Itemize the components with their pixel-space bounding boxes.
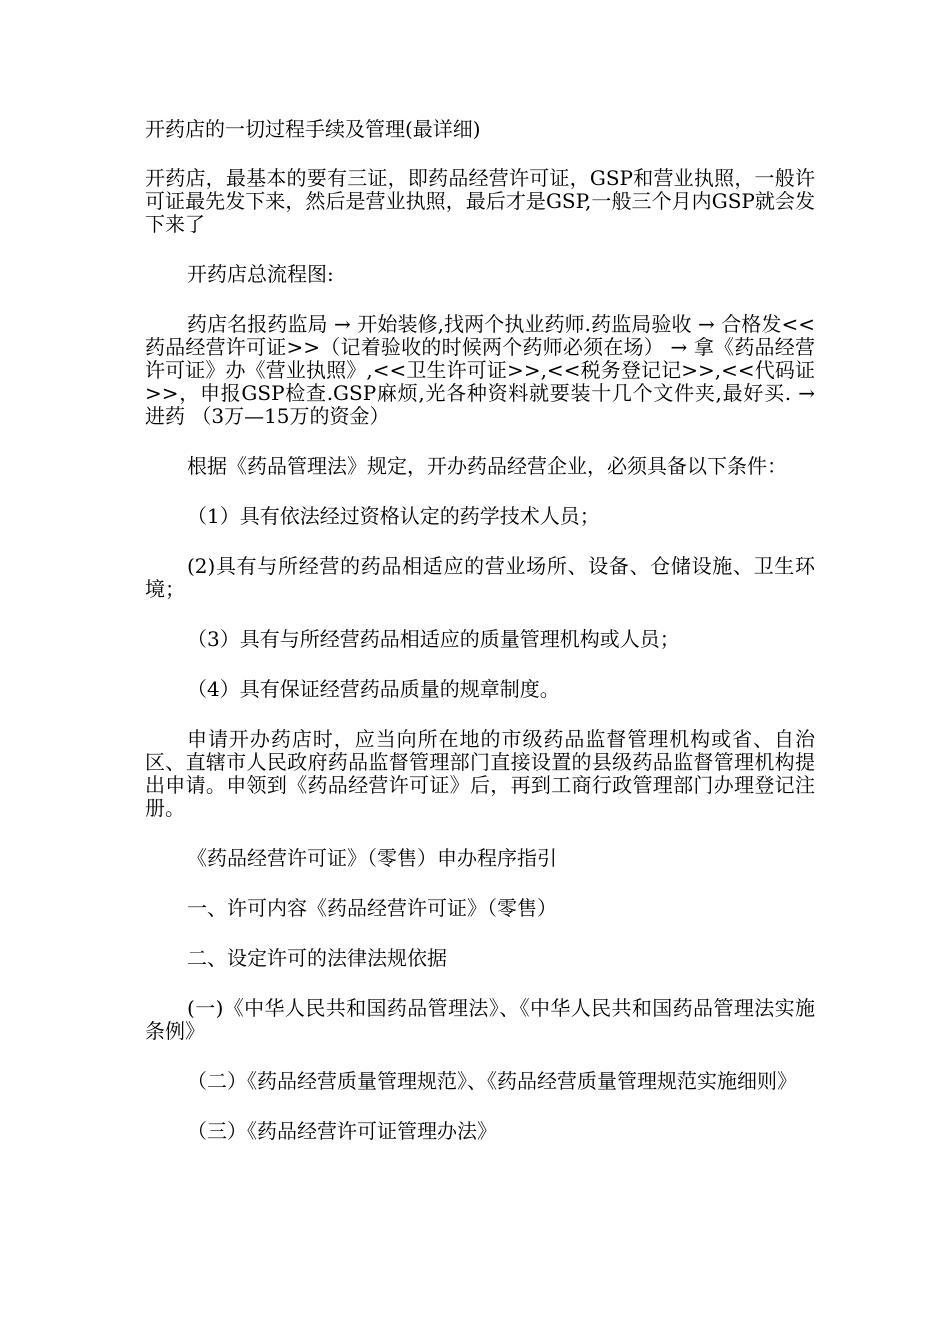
paragraph-condition-1: （1）具有依法经过资格认定的药学技术人员；: [187, 504, 600, 528]
paragraph-application: 申请开办药店时，应当向所在地的市级药品监督管理机构或省、自治区、直辖市人民政府药品监督管理部门直接设置的县级药品监督管理机构提出申请。申领到《药品经营许可证》后，再到工商行政管理部门办理登记注册。: [145, 727, 815, 820]
paragraph-condition-4: （4）具有保证经营药品质量的规章制度。: [187, 677, 560, 701]
document-body: [145, 118, 815, 1170]
document-title: 开药店的一切过程手续及管理(最详细): [145, 117, 481, 141]
paragraph-section-1: 一、许可内容《药品经营许可证》（零售）: [187, 896, 557, 920]
paragraph-section-2: 二、设定许可的法律法规依据: [187, 946, 447, 970]
paragraph-condition-2: (2)具有与所经营的药品相适应的营业场所、设备、仓储设施、卫生环境；: [145, 554, 815, 601]
paragraph-basis-2: （二）《药品经营质量管理规范》、《药品经营质量管理规范实施细则》: [187, 1069, 797, 1093]
paragraph-flowchart-heading: 开药店总流程图:: [187, 262, 334, 286]
paragraph-three-certificates: 开药店，最基本的要有三证，即药品经营许可证，GSP和营业执照，一般许可证最先发下来，然后是营业执照，最后才是GSP,一般三个月内GSP就会发下来了: [145, 166, 815, 236]
paragraph-basis-1: (一)《中华人民共和国药品管理法》、《中华人民共和国药品管理法实施条例》: [145, 996, 815, 1043]
paragraph-law-conditions: 根据《药品管理法》规定，开办药品经营企业，必须具备以下条件：: [187, 454, 787, 478]
paragraph-condition-3: （3）具有与所经营药品相适应的质量管理机构或人员；: [187, 627, 680, 651]
paragraph-procedure-guide-heading: 《药品经营许可证》（零售）申办程序指引: [187, 846, 557, 870]
paragraph-basis-3: （三）《药品经营许可证管理办法》: [187, 1119, 497, 1143]
paragraph-flowchart-steps: 药店名报药监局 → 开始装修,找两个执业药师.药监局验收 → 合格发<<药品经营许可证>>（记着验收的时候两个药师必须在场） → 拿《药品经营许可证》办《营业执照》,<<卫生许可证>>,<<税务登记记>>,<<代码证>>，申报GSP检查.GSP麻烦,光各种资料就要装十几个文件夹,最好买. → 进药 （3万—15万的资金）: [145, 312, 815, 428]
